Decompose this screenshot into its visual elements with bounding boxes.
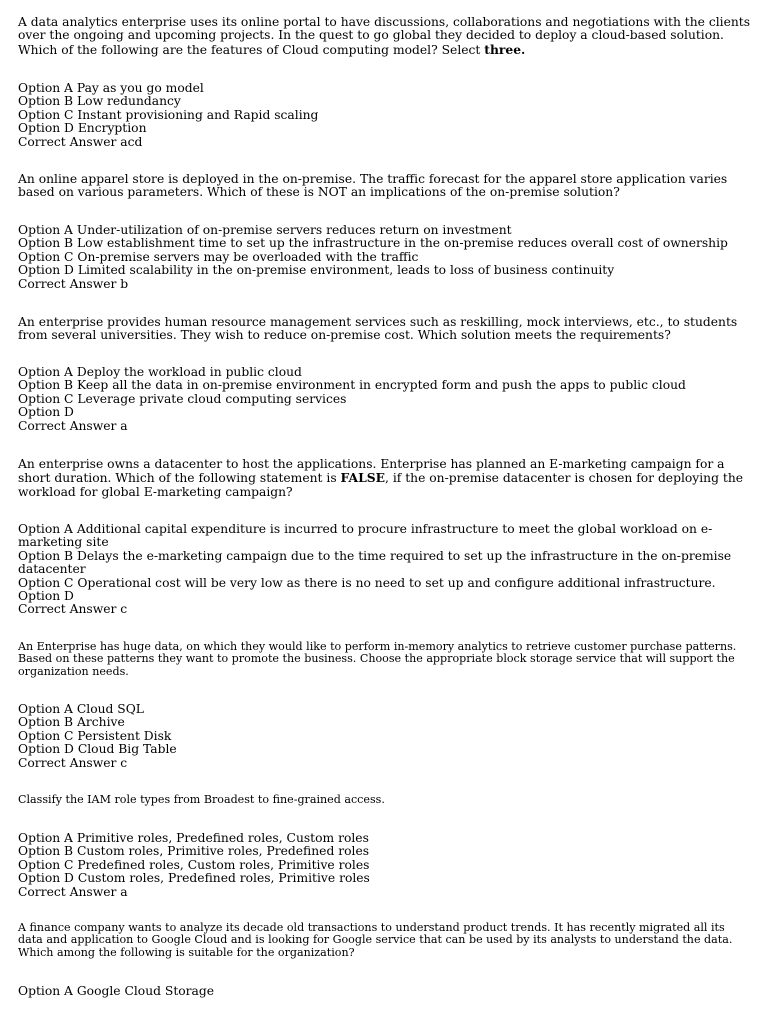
option-line: Option A Google Cloud Storage — [18, 984, 215, 998]
option-line: Option C Leverage private cloud computing services — [18, 391, 347, 406]
question-3-options — [18, 366, 752, 433]
question-2-text: An online apparel store is deployed in the on-premise. The traffic forecast for the apparel store application varies based on various parameters. Which of these is NOT an implications of the on-premise solution? — [18, 172, 728, 200]
option-line: Option A Cloud SQL — [18, 702, 144, 716]
question-5-options — [18, 703, 752, 770]
option-line: Option C Predefined roles, Custom roles, Primitive roles — [18, 857, 370, 872]
correct-answer: Correct Answer b — [18, 276, 129, 291]
question-5-text: An Enterprise has huge data, on which they would like to perform in-memory analytics to retrieve customer purchase patterns. Based on these patterns they want to promote the business. Choose the appropriate block storage service that will support the organization needs. — [18, 640, 737, 678]
option-line: Option B Delays the e-marketing campaign due to the time required to set up the infrastructure in the on-premise datacenter — [18, 548, 732, 577]
option-line: Option D Cloud Big Table — [18, 742, 177, 757]
question-1-options — [18, 82, 752, 149]
option-line: Option B Low redundancy — [18, 94, 181, 109]
option-line: Option D Encryption — [18, 121, 147, 136]
option-line: Option A Additional capital expenditure is incurred to procure infrastructure to meet the global workload on e-marketing site — [18, 522, 713, 550]
option-line: Option B Low establishment time to set up the infrastructure in the on-premise reduces overall cost of ownership — [18, 236, 728, 251]
correct-answer: Correct Answer a — [18, 884, 128, 899]
option-line: Option B Archive — [18, 715, 125, 730]
correct-answer: Correct Answer acd — [18, 134, 143, 149]
question-6-options — [18, 832, 752, 899]
question-6-text: Classify the IAM role types from Broadest to fine-grained access. — [18, 793, 385, 806]
question-7-text: A finance company wants to analyze its decade old transactions to understand product trends. It has recently migrated all its data and application to Google Cloud and is looking for Google service that can be used by its analysts to understand the data. Which among the following is suitable for the organization? — [18, 921, 733, 959]
option-line: Option A Primitive roles, Predefined roles, Custom roles — [18, 831, 369, 845]
option-line: Option A Deploy the workload in public cloud — [18, 365, 302, 379]
option-line: Option C Operational cost will be very low as there is no need to set up and configure additional infrastructure. — [18, 575, 716, 590]
option-line: Option D Limited scalability in the on-premise environment, leads to loss of business continuity — [18, 263, 615, 278]
option-line: Option A Under-utilization of on-premise servers reduces return on investment — [18, 223, 512, 237]
option-line: Option C Persistent Disk — [18, 728, 172, 743]
question-4-options — [18, 523, 752, 617]
question-1-text: A data analytics enterprise uses its online portal to have discussions, collaborations and negotiations with the clients over the ongoing and upcoming projects. In the quest to go global they decided to deploy a cloud-based solution. Which of the following are the features of Cloud computing model? Select three. — [18, 15, 751, 57]
option-line: Option C Instant provisioning and Rapid scaling — [18, 107, 319, 122]
option-line: Option D Custom roles, Predefined roles, Primitive roles — [18, 871, 370, 886]
question-3-text: An enterprise provides human resource management services such as reskilling, mock interviews, etc., to students from several universities. They wish to reduce on-premise cost. Which solution meets the requirements? — [18, 315, 738, 343]
option-line: Option C On-premise servers may be overloaded with the traffic — [18, 249, 419, 264]
option-line: Option B Custom roles, Primitive roles, Predefined roles — [18, 844, 370, 859]
question-4-text: An enterprise owns a datacenter to host the applications. Enterprise has planned an E-marketing campaign for a short duration. Which of the following statement is FALSE, if the on-premise datacenter is chosen for deploying the workload for global E-marketing campaign? — [18, 457, 744, 499]
option-line: Option D — [18, 589, 74, 604]
correct-answer: Correct Answer c — [18, 602, 128, 617]
option-line: Option D — [18, 405, 74, 420]
option-line: Option A Pay as you go model — [18, 81, 204, 95]
question-7-options — [18, 985, 752, 998]
correct-answer: Correct Answer c — [18, 755, 128, 770]
correct-answer: Correct Answer a — [18, 418, 128, 433]
question-2-options — [18, 224, 752, 291]
option-line: Option B Keep all the data in on-premise environment in encrypted form and push the apps to public cloud — [18, 378, 686, 393]
